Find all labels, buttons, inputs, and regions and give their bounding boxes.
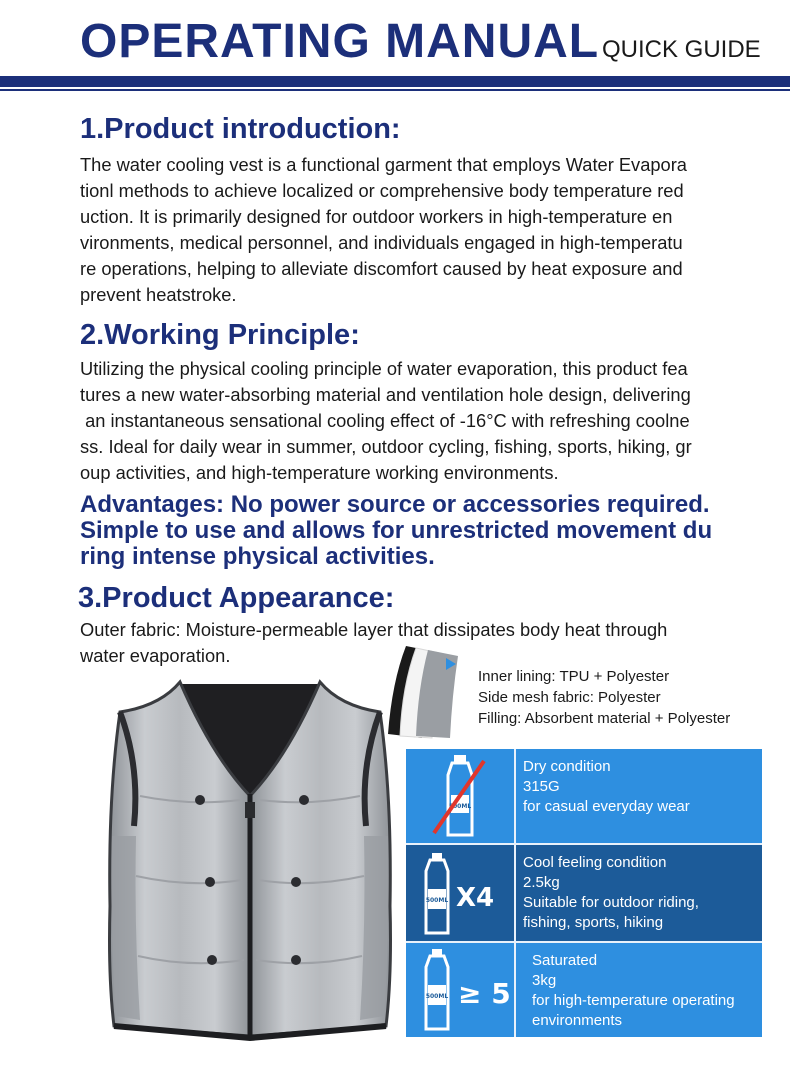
section-intro-body: [80, 152, 780, 308]
condition-text: [523, 853, 759, 933]
material-filling: Filling: Absorbent material + Polyester: [478, 710, 731, 727]
condition-usage: for high-temperature operating: [532, 992, 735, 1009]
condition-row-dry: [406, 749, 762, 843]
condition-table: [406, 749, 762, 1037]
text-line: uction. It is primarily designed for outdoor workers in high-temperature en: [80, 206, 673, 227]
condition-row-cool: [406, 845, 762, 941]
crossed-out-icon: [434, 761, 484, 833]
page-subtitle: QUICK GUIDE: [602, 36, 761, 63]
condition-name: Saturated: [532, 952, 598, 969]
header-divider-thin: [0, 89, 790, 91]
condition-text: [523, 757, 759, 817]
divider: [514, 845, 516, 941]
text-line: prevent heatstroke.: [80, 284, 237, 305]
text-line: Advantages: No power source or accessories required.: [80, 491, 710, 518]
vest-image: [100, 676, 400, 1048]
header-divider: [0, 76, 790, 87]
condition-weight: 2.5kg: [523, 874, 560, 891]
divider: [514, 749, 516, 843]
text-line: Outer fabric: Moisture-permeable layer that dissipates body heat through: [80, 619, 668, 640]
text-line: vironments, medical personnel, and individuals engaged in high-temperatu: [80, 232, 683, 253]
text-line: The water cooling vest is a functional garment that employs Water Evapora: [80, 154, 687, 175]
section-appearance-title: 3.Product Appearance:: [78, 582, 395, 614]
text-line: ss. Ideal for daily wear in summer, outdoor cycling, fishing, sports, hiking, gr: [80, 436, 692, 457]
arrow-right-icon: [444, 656, 458, 672]
condition-row-saturated: [406, 943, 762, 1037]
bottle-label: 500ML: [425, 993, 449, 1000]
condition-usage: environments: [532, 1012, 623, 1029]
condition-name: Cool feeling condition: [523, 854, 667, 871]
water-bottle-icon: [406, 749, 514, 843]
divider: [514, 943, 516, 1037]
condition-usage: fishing, sports, hiking: [523, 914, 664, 931]
condition-usage: for casual everyday wear: [523, 798, 690, 815]
advantages-statement: [80, 492, 780, 570]
text-line: water evaporation.: [80, 645, 231, 666]
text-line: tionl methods to achieve localized or comprehensive body temperature red: [80, 180, 684, 201]
condition-weight: 3kg: [532, 972, 557, 989]
bottle-multiplier: ≥ 5: [458, 977, 511, 1010]
text-line: oup activities, and high-temperature working environments.: [80, 462, 559, 483]
bottle-multiplier: X4: [456, 883, 495, 913]
section-intro-title: 1.Product introduction:: [80, 113, 401, 145]
material-side-mesh: Side mesh fabric: Polyester: [478, 689, 661, 706]
text-line: re operations, helping to alleviate discomfort caused by heat exposure and: [80, 258, 683, 279]
page-title: OPERATING MANUAL: [80, 15, 600, 68]
text-line: Utilizing the physical cooling principle of water evaporation, this product fea: [80, 358, 688, 379]
condition-name: Dry condition: [523, 758, 611, 775]
material-inner-lining: Inner lining: TPU + Polyester: [478, 668, 670, 685]
text-line: tures a new water-absorbing material and ventilation hole design, delivering: [80, 384, 691, 405]
bottle-label: 500ML: [425, 897, 449, 904]
materials-list: [478, 666, 778, 729]
text-line: ring intense physical activities.: [80, 543, 435, 570]
condition-text: [532, 951, 768, 1031]
section-principle-body: [80, 356, 780, 486]
text-line: an instantaneous sensational cooling effect of -16°C with refreshing coolne: [80, 410, 690, 431]
condition-weight: 315G: [523, 778, 560, 795]
section-principle-title: 2.Working Principle:: [80, 319, 360, 351]
bottle-label: 500ML: [448, 803, 472, 810]
condition-usage: Suitable for outdoor riding,: [523, 894, 699, 911]
text-line: Simple to use and allows for unrestricted movement du: [80, 517, 713, 544]
